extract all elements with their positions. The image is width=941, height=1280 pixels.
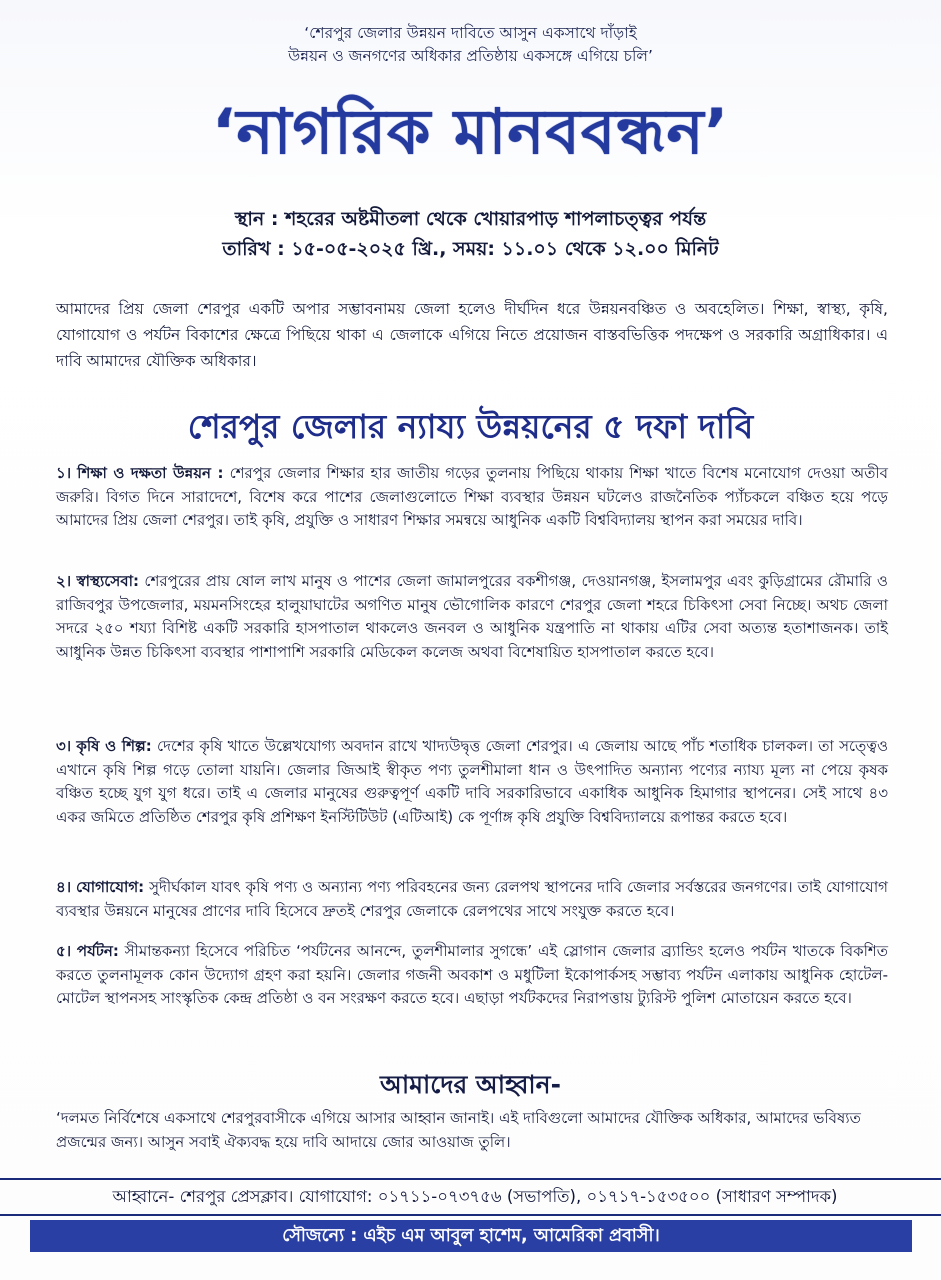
demand-item-5 — [56, 940, 888, 1011]
demand-label: কৃষি ও শিল্প: — [76, 737, 152, 755]
demand-item-2 — [56, 570, 888, 664]
demand-label: স্বাস্থ্যসেবা: — [76, 572, 139, 590]
demand-number: ১। — [56, 464, 72, 482]
contact-line: আহ্বানে- শেরপুর প্রেসক্লাব। যোগাযোগ: ০১৭১১-০৭৩৭৫৬ (সভাপতি), ০১৭১৭-১৫৩৫০০ (সাধারণ সম্পাদক) — [112, 1187, 838, 1206]
page-title: ‘নাগরিক মানববন্ধন’ — [211, 95, 730, 168]
divider-top — [0, 1178, 941, 1180]
tagline-line-2: উন্নয়ন ও জনগণের অধিকার প্রতিষ্ঠায় একসঙ্গে এগিয়ে চলি’ — [288, 47, 653, 65]
call-heading: আমাদের আহ্বান- — [380, 1070, 561, 1099]
divider-middle — [0, 1214, 941, 1216]
courtesy-band: সৌজন্যে : এইচ এম আবুল হাশেম, আমেরিকা প্রবাসী। — [30, 1220, 912, 1252]
demand-text: শেরপুরের প্রায় ষোল লাখ মানুষ ও পাশের জেলা জামালপুরের বকশীগঞ্জ, দেওয়ানগঞ্জ, ইসলামপুর এবং কুড়িগ্রামের রৌমারি ও রাজিবপুর উপজেলার, ময়মনসিংহের হালুয়াঘাটের অগণিত মানুষ ভৌগোলিক কারণে শেরপুর জেলা শহরে চিকিৎসা সেবা নিচ্ছে। অথচ জেলা সদরে ২৫০ শয্যা বিশিষ্ট একটি সরকারি হাসপাতাল থাকলেও জনবল ও আধুনিক যন্ত্রপাতি না থাকায় এটির সেবা অত্যন্ত হতাশাজনক। তাই আধুনিক উন্নত চিকিৎসা ব্যবস্থার পাশাপাশি সরকারি মেডিকেল কলেজ অথবা বিশেষায়িত হাসপাতাল করতে হবে। — [56, 572, 888, 661]
demands-heading: শেরপুর জেলার ন্যায্য উন্নয়নের ৫ দফা দাবি — [187, 407, 754, 446]
demand-text: সুদীর্ঘকাল যাবৎ কৃষি পণ্য ও অন্যান্য পণ্য পরিবহনের জন্য রেলপথ স্থাপনের দাবি জেলার সর্বস্তরের জনগণের। তাই যোগাযোগ ব্যবস্থার উন্নয়নে মানুষের প্রাণের দাবি হিসেবে দ্রুতই শেরপুর জেলাকে রেলপথের সাথে সংযুক্ত করতে হবে। — [56, 878, 889, 920]
tagline — [0, 22, 941, 68]
demand-label: যোগাযোগ: — [76, 878, 145, 896]
demand-number: ৩। — [56, 737, 72, 755]
demand-number: ২। — [56, 572, 72, 590]
call-text: ‘দলমত নির্বিশেষে একসাথে শেরপুরবাসীকে এগিয়ে আসার আহ্বান জানাই। এই দাবিগুলো আমাদের যৌক্তিক অধিকার, আমাদের ভবিষ্যত প্রজন্মের জন্য। আসুন সবাই ঐক্যবদ্ধ হয়ে দাবি আদায়ে জোর আওয়াজ তুলি। — [56, 1109, 861, 1151]
demand-text: দেশের কৃষি খাতে উল্লেখযোগ্য অবদান রাখে খাদ্যউদ্বৃত্ত জেলা শেরপুর। এ জেলায় আছে পাঁচ শতাধিক চালকল। তা সত্ত্বেও এখানে কৃষি শিল্প গড়ে তোলা যায়নি। জেলার জিআই স্বীকৃত পণ্য তুলশীমালা ধান ও উৎপাদিত অন্যান্য পণ্যের ন্যায্য মূল্য না পেয়ে কৃষক বঞ্চিত হচ্ছে যুগ যুগ ধরে। তাই এ জেলার মানুষের গুরুত্বপূর্ণ একটি দাবি সরকারিভাবে একাধিক আধুনিক হিমাগার স্থাপনের। সেই সাথে ৪৩ একর জমিতে প্রতিষ্ঠিত শেরপুর কৃষি প্রশিক্ষণ ইনস্টিটিউট (এটিআই) কে পূর্ণাঙ্গ কৃষি প্রযুক্তি বিশ্ববিদ্যালয়ে রূপান্তর করতে হবে। — [56, 737, 889, 826]
tagline-line-1: ‘শেরপুর জেলার উন্নয়ন দাবিতে আসুন একসাথে দাঁড়াই — [304, 24, 637, 42]
demand-label: পর্যটন: — [76, 942, 119, 960]
demand-number: ৫। — [56, 942, 72, 960]
demand-item-4 — [56, 876, 888, 923]
intro-paragraph: আমাদের প্রিয় জেলা শেরপুর একটি অপার সম্ভাবনাময় জেলা হলেও দীর্ঘদিন ধরে উন্নয়নবঞ্চিত ও অবহেলিত। শিক্ষা, স্বাস্থ্য, কৃষি, যোগাযোগ ও পর্যটন বিকাশের ক্ষেত্রে পিছিয়ে থাকা এ জেলাকে এগিয়ে নিতে প্রয়োজন বাস্তবভিত্তিক পদক্ষেপ ও সরকারি অগ্রাধিকার। এ দাবি আমাদের যৌক্তিক অধিকার। — [56, 300, 888, 370]
demand-text: সীমান্তকন্যা হিসেবে পরিচিত ‘পর্যটনের আনন্দে, তুলশীমালার সুগন্ধে’ এই স্লোগান জেলার ব্র্যান্ডিং হলেও পর্যটন খাতকে বিকশিত করতে তুলনামূলক কোন উদ্যোগ গ্রহণ করা হয়নি। জেলার গজনী অবকাশ ও মধুটিলা ইকোপার্কসহ সম্ভাব্য পর্যটন এলাকায় আধুনিক হোটেল-মোটেল স্থাপনসহ সাংস্কৃতিক কেন্দ্র প্রতিষ্ঠা ও বন সংরক্ষণ করতে হবে। এছাড়া পর্যটকদের নিরাপত্তায় ট্যুরিস্ট পুলিশ মোতায়েন করতে হবে। — [56, 942, 888, 1007]
event-details — [0, 204, 941, 264]
date-time-line: তারিখ : ১৫-০৫-২০২৫ খ্রি., সময়: ১১.০১ থেকে ১২.০০ মিনিট — [222, 238, 719, 260]
venue-line: স্থান : শহরের অষ্টমীতলা থেকে খোয়ারপাড় শাপলাচত্ত্বর পর্যন্ত — [234, 208, 707, 230]
demand-label: শিক্ষা ও দক্ষতা উন্নয়ন : — [77, 464, 224, 482]
demand-text: শেরপুর জেলার শিক্ষার হার জাতীয় গড়ের তুলনায় পিছিয়ে থাকায় শিক্ষা খাতে বিশেষ মনোযোগ দেওয়া অতীব জরুরি। বিগত দিনে সারাদেশে, বিশেষ করে পাশের জেলাগুলোতে শিক্ষা ব্যবস্থার উন্নয়ন ঘটলেও রাজনৈতিক প্যাঁচকলে বঞ্চিত হয়ে পড়ে আমাদের প্রিয় জেলা শেরপুর। তাই কৃষি, প্রযুক্তি ও সাধারণ শিক্ষার সমন্বয়ে আধুনিক একটি বিশ্ববিদ্যালয় স্থাপন করা সময়ের দাবি। — [56, 464, 888, 529]
demand-item-3 — [56, 735, 888, 829]
demand-number: ৪। — [56, 878, 72, 896]
demand-item-1 — [56, 462, 888, 533]
